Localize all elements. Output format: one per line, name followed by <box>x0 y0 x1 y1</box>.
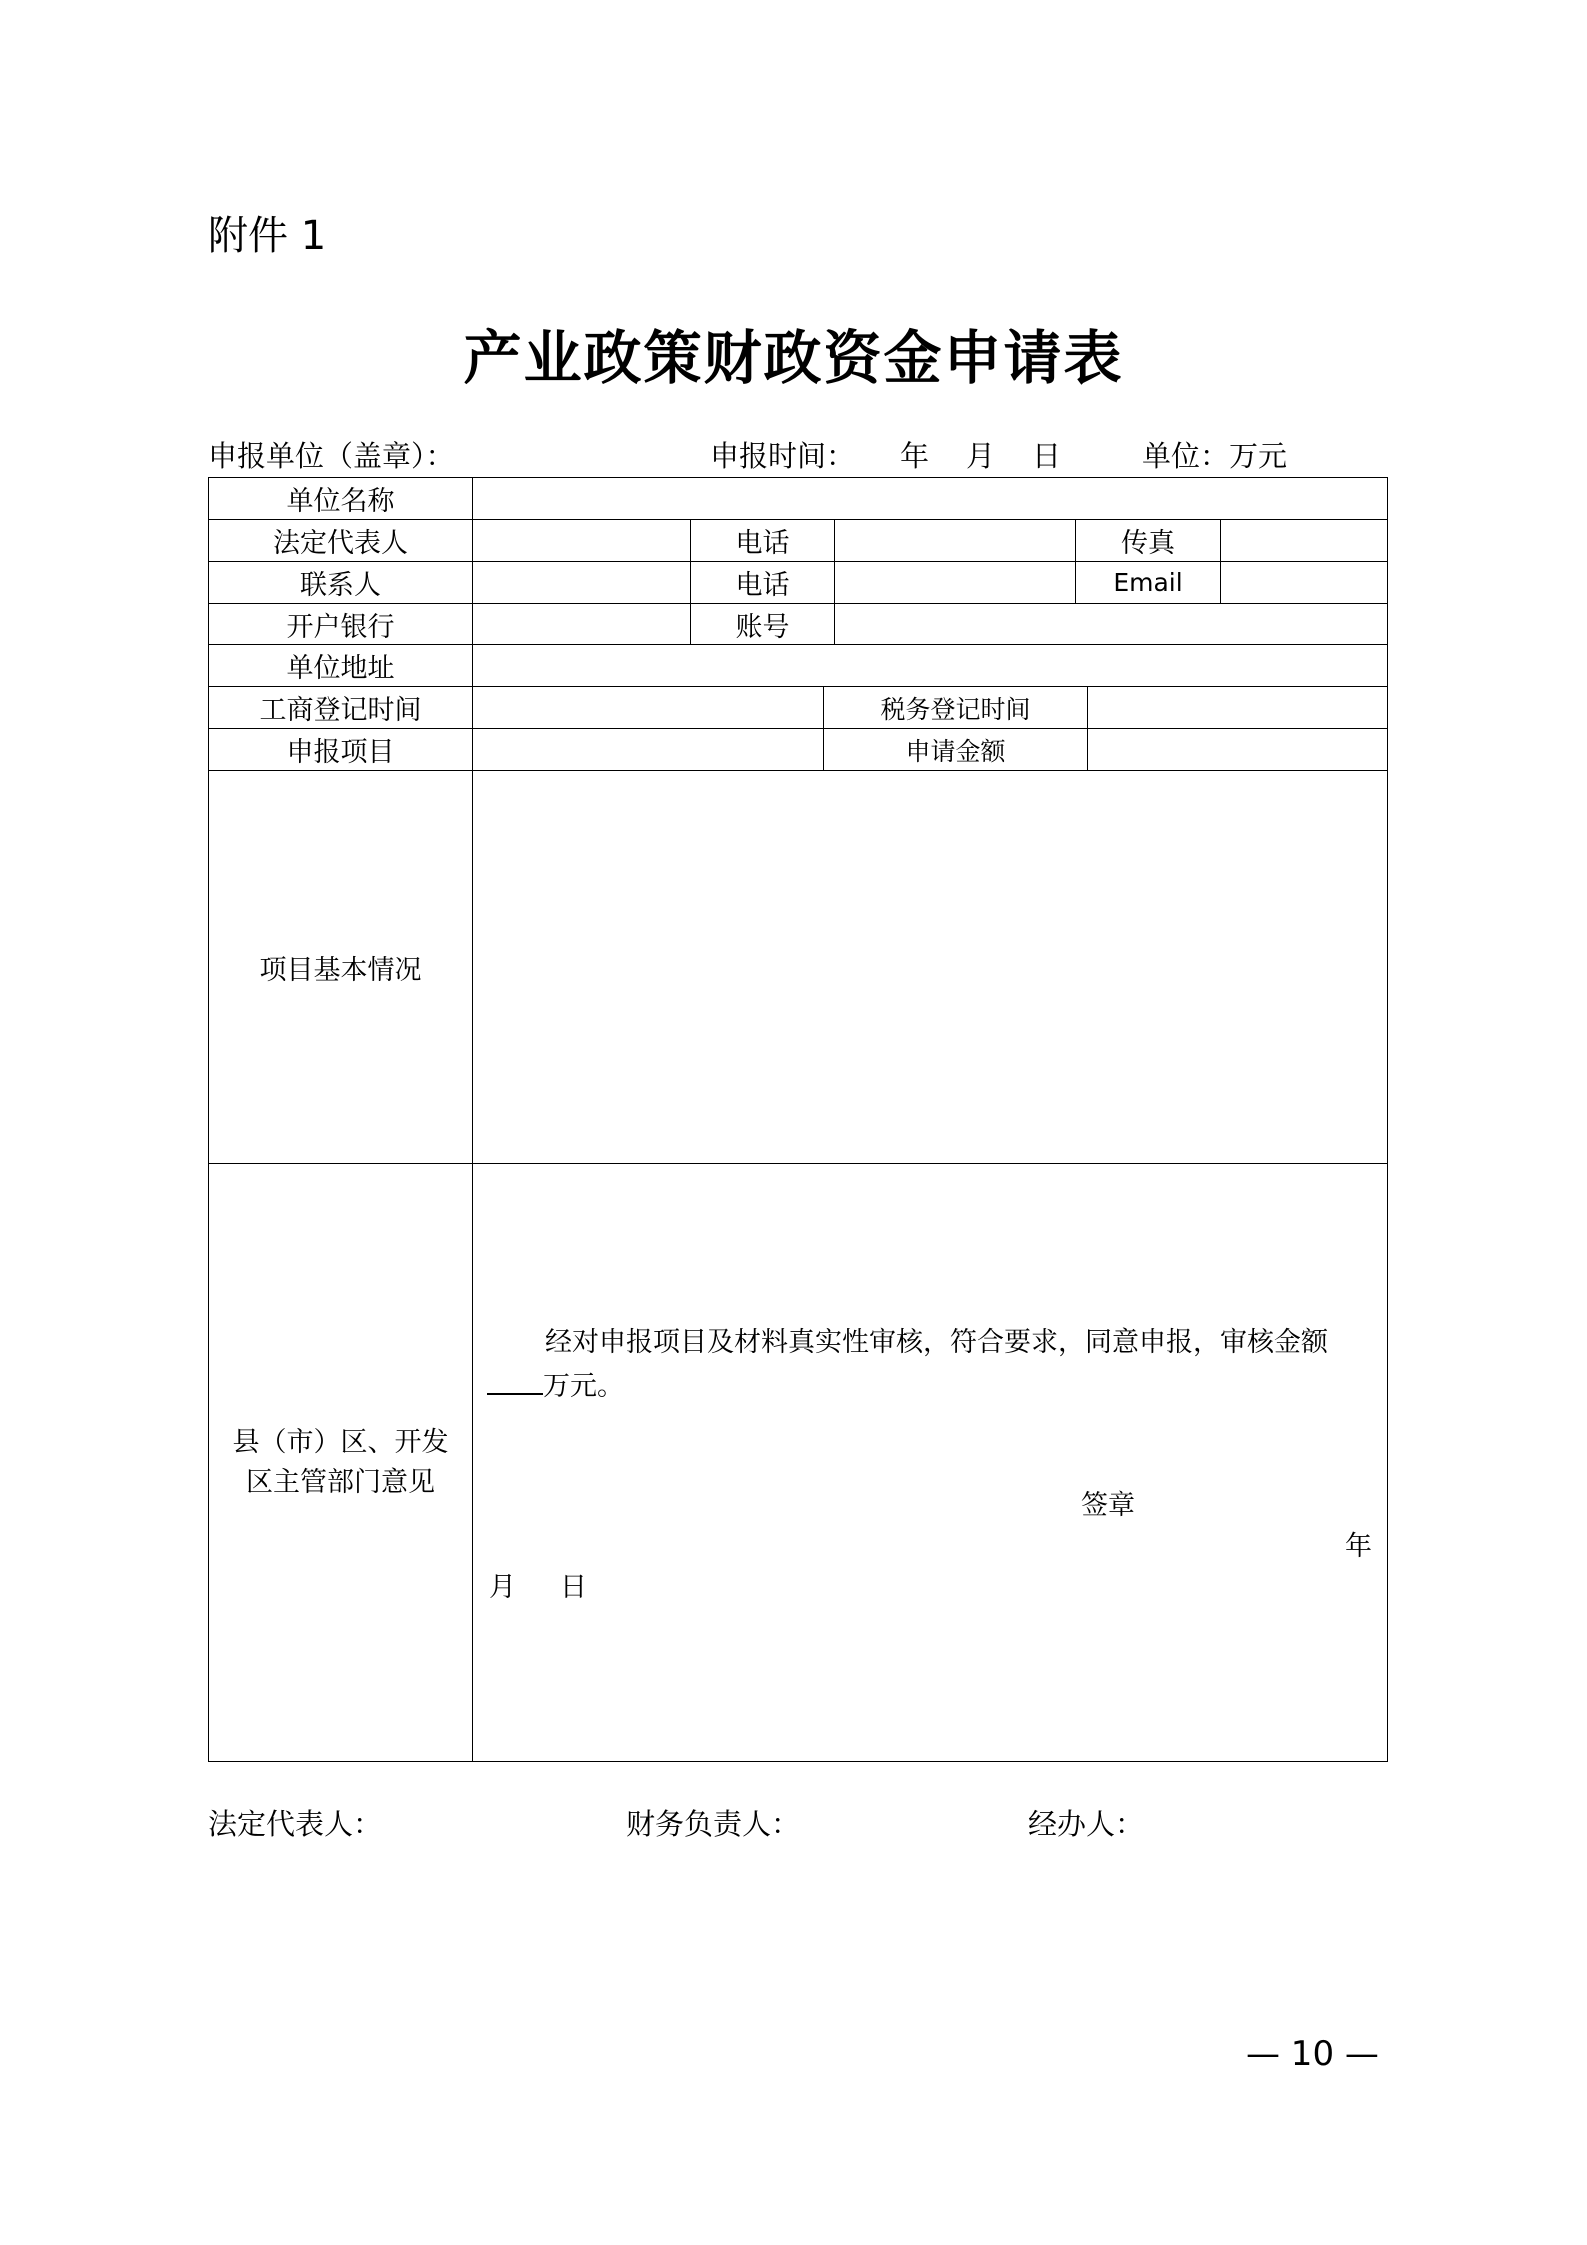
footer-legal-rep: 法定代表人： <box>208 1807 383 1841</box>
label-fax: 传真 <box>1121 528 1175 559</box>
contact-field[interactable] <box>473 562 690 603</box>
business-reg-time-field[interactable] <box>473 687 823 728</box>
approved-amount-blank[interactable] <box>487 1363 543 1395</box>
header-unit: 单位：万元 <box>1142 439 1288 473</box>
opinion-text-line-1: 经对申报项目及材料真实性审核，符合要求，同意申报，审核金额 <box>545 1327 1328 1358</box>
label-basic-info: 项目基本情况 <box>259 954 422 986</box>
opinion-field[interactable] <box>473 1164 1387 1761</box>
seal-label: 签章 <box>1081 1490 1135 1521</box>
page-number: — 10 — <box>1246 2034 1379 2074</box>
label-address: 单位地址 <box>286 653 395 684</box>
label-project: 申报项目 <box>286 737 395 768</box>
form-title: 产业政策财政资金申请表 <box>463 324 1124 392</box>
label-phone-2: 电话 <box>735 570 790 601</box>
header-day: 日 <box>1032 439 1062 473</box>
phone-2-field[interactable] <box>835 562 1075 603</box>
label-amount: 申请金额 <box>905 736 1006 766</box>
legal-rep-field[interactable] <box>473 520 690 561</box>
attachment-label: 附件 1 <box>208 213 327 259</box>
seal-month: 月 <box>489 1572 516 1603</box>
header-year: 年 <box>900 439 930 473</box>
label-unit-name: 单位名称 <box>286 486 395 517</box>
label-tax-reg-time: 税务登记时间 <box>880 694 1031 724</box>
unit-name-field[interactable] <box>473 478 1387 519</box>
seal-year: 年 <box>1345 1531 1372 1562</box>
label-email: Email <box>1113 568 1183 597</box>
opinion-text-line-2 <box>487 1363 624 1409</box>
header-applicant: 申报单位（盖章）： <box>208 439 455 473</box>
label-business-reg-time: 工商登记时间 <box>259 695 422 726</box>
seal-day: 日 <box>560 1572 587 1603</box>
account-field[interactable] <box>835 604 1387 644</box>
label-bank: 开户银行 <box>286 611 395 643</box>
email-field[interactable] <box>1221 562 1387 603</box>
header-month: 月 <box>966 439 996 473</box>
fax-field[interactable] <box>1221 520 1387 561</box>
address-field[interactable] <box>473 645 1387 686</box>
label-opinion-line-2: 区主管部门意见 <box>246 1466 435 1498</box>
amount-field[interactable] <box>1088 729 1387 770</box>
label-legal-rep: 法定代表人 <box>273 528 408 559</box>
label-contact: 联系人 <box>300 570 381 601</box>
application-form-table <box>208 477 1388 1762</box>
basic-info-field[interactable] <box>473 771 1387 1163</box>
bank-field[interactable] <box>473 604 690 644</box>
header-date-label: 申报时间： <box>710 439 856 473</box>
label-opinion <box>209 1164 472 1761</box>
project-field[interactable] <box>473 729 823 770</box>
label-account: 账号 <box>735 611 790 643</box>
label-opinion-line-1: 县（市）区、开发 <box>232 1426 449 1458</box>
phone-1-field[interactable] <box>835 520 1075 561</box>
opinion-text-unit: 万元。 <box>543 1371 624 1402</box>
footer-handler: 经办人： <box>1028 1807 1145 1841</box>
label-phone-1: 电话 <box>735 528 790 559</box>
tax-reg-time-field[interactable] <box>1088 687 1387 728</box>
footer-finance-head: 财务负责人： <box>626 1807 801 1841</box>
